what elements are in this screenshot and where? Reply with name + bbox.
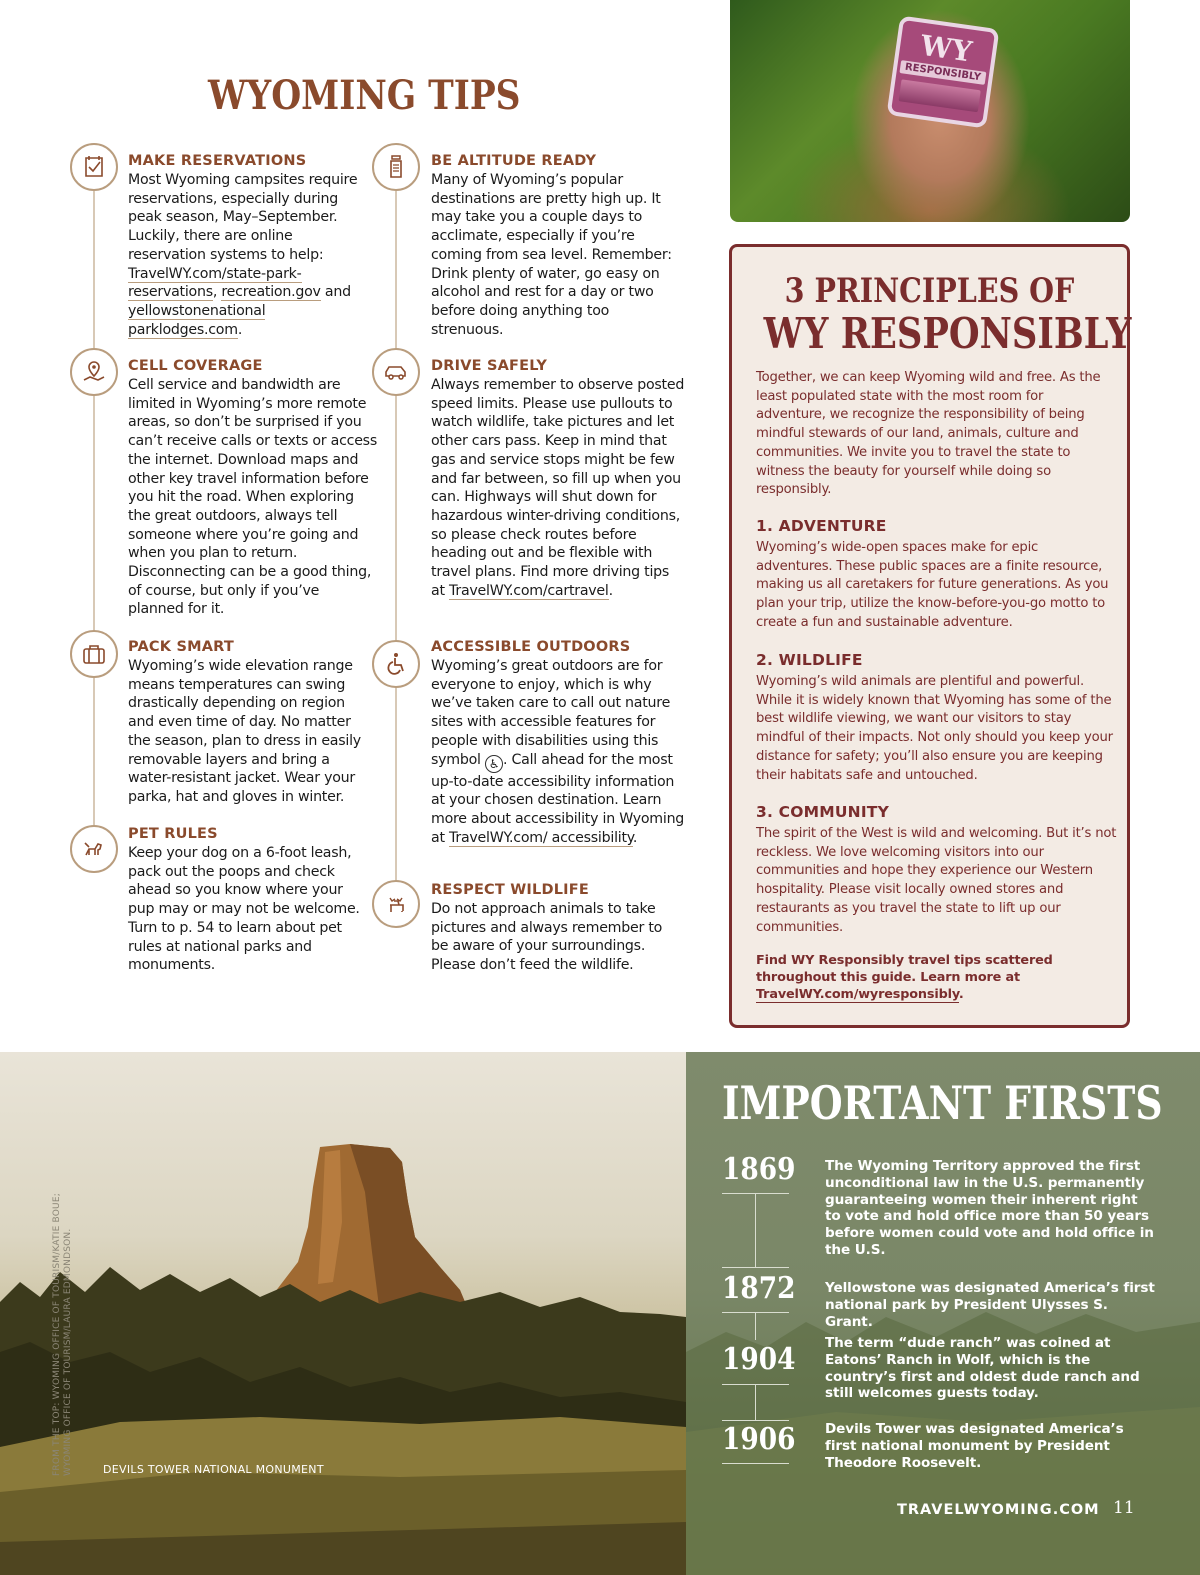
- first-1904-text: The term “dude ranch” was coined at Eatons’ Ranch in Wolf, which is the country’s first and oldest dude ranch and still welcomes guests today.: [825, 1335, 1140, 1402]
- tip-connector-right: [395, 191, 397, 881]
- principle-text: Wyoming’s wide-open spaces make for epic adventures. These public spaces are a finite resource, making us all caretakers for future generations. As you plan your trip, utilize the know-before-you-go motto to create a fun and sustainable adventure.: [756, 540, 1109, 630]
- tip-heading: DRIVE SAFELY: [431, 358, 548, 374]
- tip-cell-coverage: [128, 357, 378, 619]
- tip-heading: RESPECT WILDLIFE: [431, 882, 589, 898]
- patch-wy-text: WY: [918, 28, 975, 69]
- principles-title-line1: 3 PRINCIPLES OF: [784, 271, 1075, 311]
- principle-heading: 3. COMMUNITY: [756, 803, 889, 821]
- principle-text: Wyoming’s wild animals are plentiful and powerful. While it is widely known that Wyoming has some of the best wildlife viewing, we want our visitors to stay mindful of their impacts. Not only should you keep your distance for safety; you’ll also ensure you are keeping their habitats safe and untouched.: [756, 674, 1113, 783]
- tip-heading: PACK SMART: [128, 639, 234, 655]
- principles-box: [729, 244, 1130, 1028]
- tip-body: Always remember to observe posted speed limits. Please use pullouts to watch wildlife, take pictures and let other cars pass. Keep in mind that gas and service stops might be few and far between, so fill up when you can. Highways will shut down for hazardous winter-driving conditions, so please check routes before heading out and be flexible with travel plans. Find more driving tips at TravelWY.com/cartravel.: [431, 377, 685, 599]
- timeline-line: [755, 1384, 756, 1420]
- tip-body: Do not approach animals to take pictures and always remember to be aware of your surroundings. Please don’t feed the wildlife.: [431, 901, 663, 974]
- year-1904: 1904: [722, 1342, 796, 1377]
- principle-community: [756, 803, 1118, 937]
- tip-body: Wyoming’s great outdoors are for everyone to enjoy, which is why we’ve taken care to call out nature sites with accessible features for people with disabilities using this symbol ♿ . Call ahead for the most up-to-date accessibility information at your chosen destination. Learn more about accessibility in Wyoming at TravelWY.com/ accessibility.: [431, 658, 685, 846]
- recreation-gov-link[interactable]: recreation.gov: [221, 284, 321, 301]
- wy-responsibly-patch: [887, 16, 1000, 129]
- principles-intro: Together, we can keep Wyoming wild and free. As the least populated state with the most room for adventure, we recognize the responsibility of being mindful stewards of our land, animals, culture and communities. We invite you to travel the state to witness the beauty for yourself while doing so responsibly.: [756, 370, 1101, 498]
- patch-landscape: [899, 79, 981, 112]
- year-rule: [722, 1267, 789, 1268]
- page-number: 11: [1113, 1498, 1135, 1518]
- year-1872: 1872: [722, 1271, 796, 1306]
- suitcase-icon: [70, 630, 118, 678]
- tip-be-altitude-ready: [431, 152, 681, 339]
- year-rule: [722, 1463, 789, 1464]
- dog-icon: [70, 825, 118, 873]
- tip-heading: MAKE RESERVATIONS: [128, 153, 307, 169]
- accessibility-symbol-icon: ♿: [485, 755, 503, 773]
- tips-title: WYOMING TIPS: [208, 72, 521, 119]
- map-pin-icon: [70, 348, 118, 396]
- principle-adventure: [756, 517, 1118, 633]
- tip-drive-safely: [431, 357, 686, 600]
- tip-heading: CELL COVERAGE: [128, 358, 263, 374]
- year-rule: [722, 1420, 789, 1421]
- wheelchair-icon: [372, 640, 420, 688]
- tip-heading: BE ALTITUDE READY: [431, 153, 597, 169]
- yellowstone-lodges-link[interactable]: yellowstonenational parklodges.com: [128, 302, 266, 338]
- principle-heading: 1. ADVENTURE: [756, 517, 887, 535]
- tip-heading: PET RULES: [128, 826, 218, 842]
- tip-body: Many of Wyoming’s popular destinations are pretty high up. It may take you a couple days to acclimate, especially if you’re coming from sea level. Remember: Drink plenty of water, go easy on alcohol and rest for a day or two before doing anything too strenuous.: [431, 172, 672, 338]
- year-1869: 1869: [722, 1152, 796, 1187]
- principle-text: The spirit of the West is wild and welcoming. But it’s not reckless. We love welcoming visitors into our communities and hope they experience our Western hospitality. Please visit locally owned stores and restaurants as you travel the state to lift up our communities.: [756, 826, 1117, 935]
- photo-caption: DEVILS TOWER NATIONAL MONUMENT: [103, 1463, 324, 1476]
- year-1906: 1906: [722, 1422, 796, 1457]
- principle-wildlife: [756, 651, 1118, 785]
- calendar-check-icon: [70, 143, 118, 191]
- water-bottle-icon: [372, 143, 420, 191]
- principle-heading: 2. WILDLIFE: [756, 651, 863, 669]
- car-icon: [372, 348, 420, 396]
- devils-tower-photo: [0, 1052, 686, 1575]
- tip-make-reservations: [128, 152, 363, 339]
- first-1906-text: Devils Tower was designated America’s first national monument by President Theodore Roosevelt.: [825, 1421, 1124, 1471]
- tip-connector-left: [93, 191, 95, 827]
- important-firsts-title: IMPORTANT FIRSTS: [722, 1076, 1163, 1130]
- tip-body: Most Wyoming campsites require reservations, especially during peak season, May–September. Luckily, there are online reservation systems to help: TravelWY.com/state-park-reservations, recreation.gov and yellowstonenational parklodges.com.: [128, 172, 358, 338]
- tip-respect-wildlife: [431, 881, 676, 975]
- principles-footer: Find WY Responsibly travel tips scattered throughout this guide. Learn more at TravelWY.com/wyresponsibly.: [756, 953, 1053, 1002]
- cartravel-link[interactable]: TravelWY.com/cartravel: [449, 582, 609, 599]
- first-1872-text: Yellowstone was designated America’s first national park by President Ulysses S. Grant.: [825, 1280, 1155, 1330]
- first-1869-text: The Wyoming Territory approved the first unconditional law in the U.S. permanently guaranteeing women their inherent right to vote and hold office more than 50 years before women could vote and hold office in the U.S.: [825, 1158, 1154, 1258]
- tip-accessible-outdoors: [431, 638, 686, 847]
- tip-body: Cell service and bandwidth are limited in Wyoming’s more remote areas, so don’t be surprised if you can’t receive calls or texts or access the internet. Download maps and other key travel information before you hit the road. When exploring the great outdoors, always tell someone where you’re going and when you plan to return. Disconnecting can be a good thing, of course, but only if you’ve planned for it.: [128, 377, 377, 618]
- tip-pack-smart: [128, 638, 368, 807]
- tip-body: Wyoming’s wide elevation range means temperatures can swing drastically depending on region and even time of day. No matter the season, plan to dress in easily removable layers and bring a water-resistant jacket. Wear your parka, hat and gloves in winter.: [128, 658, 361, 805]
- timeline-line: [755, 1312, 756, 1340]
- principles-title-line2: WY RESPONSIBLY: [763, 309, 1132, 358]
- moose-icon: [372, 880, 420, 928]
- timeline-line: [755, 1193, 756, 1267]
- tip-heading: ACCESSIBLE OUTDOORS: [431, 639, 631, 655]
- tip-pet-rules: [128, 825, 373, 975]
- state-park-reservations-link[interactable]: TravelWY.com/state-park-reservations: [128, 265, 302, 301]
- patch-responsibly-text: RESPONSIBLY: [899, 60, 987, 85]
- tip-body: Keep your dog on a 6-foot leash, pack out the poops and check ahead so you know where your pup may or may not be welcome. Turn to p. 54 to learn about pet rules at national parks and monuments.: [128, 845, 360, 974]
- website-footer: TRAVELWYOMING.COM: [897, 1502, 1100, 1518]
- wy-responsibly-sticker-photo: [730, 0, 1130, 222]
- accessibility-link[interactable]: TravelWY.com/ accessibility: [449, 829, 633, 846]
- wyresponsibly-link[interactable]: TravelWY.com/wyresponsibly: [756, 987, 959, 1002]
- photo-credit: [52, 1446, 62, 1476]
